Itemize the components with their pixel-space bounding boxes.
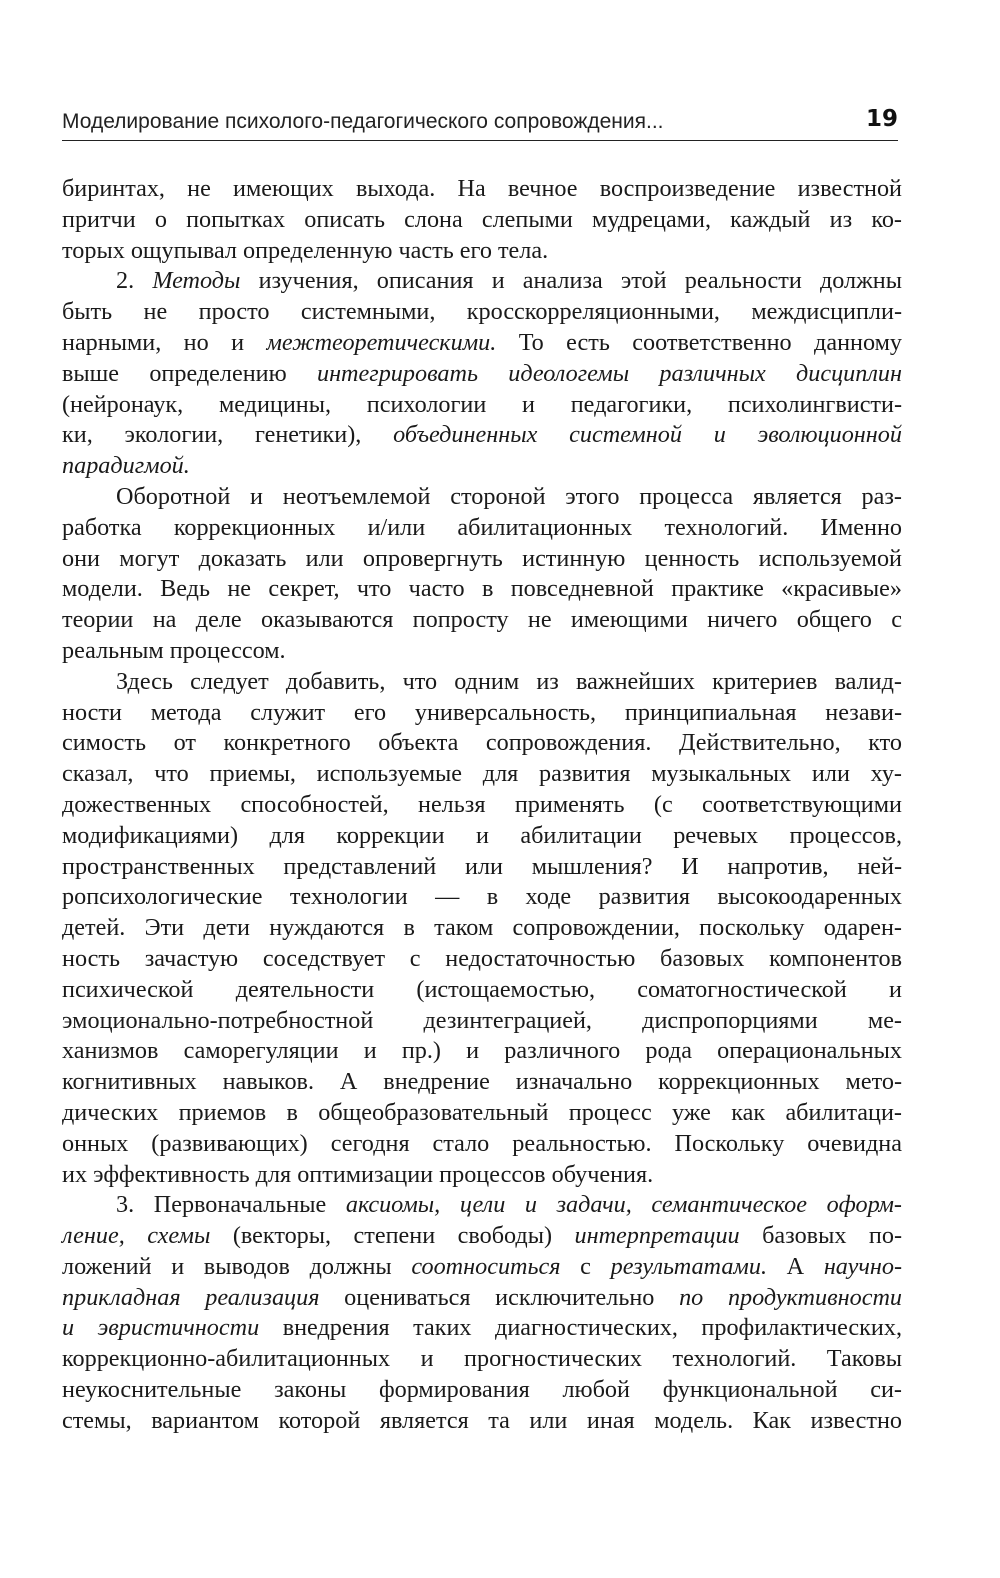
running-title: Моделирование психолого-педагогического сопровождения... bbox=[62, 110, 664, 133]
text-line bbox=[62, 420, 902, 451]
text-line bbox=[62, 882, 902, 913]
text-line bbox=[62, 297, 902, 328]
text-segment: дических приемов в общеобразовательный процесс уже как абилитаци- bbox=[62, 1098, 902, 1126]
italic-text-segment: интегрировать идеологемы различных дисциплин bbox=[316, 359, 902, 387]
text-segment: стемы, вариантом которой является та или иная модель. Как известно bbox=[62, 1406, 902, 1434]
text-segment: детей. Эти дети нуждаются в таком сопровождении, поскольку одарен- bbox=[62, 914, 902, 942]
text-segment: ханизмов саморегуляции и пр.) и различного рода операциональных bbox=[62, 1037, 902, 1065]
text-line bbox=[62, 513, 902, 544]
italic-text-segment: и эвристичности bbox=[62, 1314, 260, 1342]
text-segment: нарными, но и bbox=[62, 328, 267, 356]
text-segment: теории на деле оказываются попросту не имеющими ничего общего с bbox=[62, 606, 902, 634]
text-segment: когнитивных навыков. А внедрение изначально коррекционных мето- bbox=[62, 1068, 902, 1096]
page-number: 19 bbox=[865, 106, 898, 132]
running-header bbox=[62, 100, 898, 141]
text-segment: эмоционально-потребностной дезинтеграцией, диспропорциями ме- bbox=[62, 1006, 902, 1034]
text-line bbox=[62, 852, 902, 883]
text-segment: базовых по- bbox=[739, 1222, 902, 1250]
text-line bbox=[62, 1406, 902, 1437]
text-segment: 3. Первоначальные bbox=[116, 1191, 346, 1219]
text-line bbox=[62, 636, 902, 667]
text-segment: работка коррекционных и/или абилитационных технологий. Именно bbox=[62, 513, 902, 541]
italic-text-segment: интерпретации bbox=[574, 1222, 740, 1250]
text-line bbox=[62, 759, 902, 790]
text-line bbox=[62, 790, 902, 821]
text-line bbox=[62, 913, 902, 944]
text-line bbox=[62, 205, 902, 236]
text-line bbox=[62, 1036, 902, 1067]
text-segment: сказал, что приемы, используемые для развития музыкальных или ху- bbox=[62, 760, 902, 788]
italic-text-segment: прикладная реализация bbox=[62, 1283, 320, 1311]
text-line bbox=[62, 728, 902, 759]
text-segment: они могут доказать или опровергнуть истинную ценность используемой bbox=[62, 544, 902, 572]
text-segment: Здесь следует добавить, что одним из важнейших критериев валид- bbox=[116, 667, 902, 695]
text-line bbox=[62, 698, 902, 729]
text-line bbox=[62, 975, 902, 1006]
text-segment: оцениваться исключительно bbox=[319, 1283, 680, 1311]
text-line bbox=[62, 1252, 902, 1283]
text-segment: Оборотной и неотъемлемой стороной этого процесса является раз- bbox=[116, 482, 902, 510]
body-text bbox=[62, 174, 902, 1437]
text-segment: А bbox=[767, 1252, 824, 1280]
italic-text-segment: результатами. bbox=[610, 1252, 767, 1280]
text-line bbox=[62, 1098, 902, 1129]
text-segment: реальным процессом. bbox=[62, 636, 286, 664]
text-line bbox=[62, 390, 902, 421]
text-line bbox=[62, 1006, 902, 1037]
text-segment: их эффективность для оптимизации процессов обучения. bbox=[62, 1160, 654, 1188]
text-line bbox=[62, 605, 902, 636]
italic-text-segment: ление, схемы bbox=[62, 1222, 211, 1250]
text-line bbox=[62, 328, 902, 359]
text-line bbox=[62, 1375, 902, 1406]
text-line bbox=[62, 574, 902, 605]
text-line bbox=[62, 236, 902, 267]
text-line bbox=[62, 544, 902, 575]
text-line bbox=[62, 359, 902, 390]
text-line bbox=[62, 174, 902, 205]
text-segment: быть не просто системными, кросскорреляционными, междисципли- bbox=[62, 298, 902, 326]
text-segment: ности метода служит его универсальность, принципиальная незави- bbox=[62, 698, 902, 726]
italic-text-segment: аксиомы, цели и задачи, семантическое оформ- bbox=[345, 1191, 902, 1219]
text-segment: внедрения таких диагностических, профилактических, bbox=[259, 1314, 902, 1342]
text-segment: ложений и выводов должны bbox=[62, 1252, 412, 1280]
text-segment: 2. bbox=[116, 267, 153, 295]
italic-text-segment: Методы bbox=[152, 267, 241, 295]
text-line bbox=[62, 1283, 902, 1314]
text-line bbox=[62, 944, 902, 975]
italic-text-segment: межтеоретическими. bbox=[266, 328, 497, 356]
text-segment: психической деятельности (истощаемостью, соматогностической и bbox=[62, 975, 902, 1003]
text-segment: притчи о попытках описать слона слепыми мудрецами, каждый из ко- bbox=[62, 205, 902, 233]
text-line bbox=[62, 1313, 902, 1344]
text-segment: с bbox=[560, 1252, 611, 1280]
text-segment: коррекционно-абилитационных и прогностических технологий. Таковы bbox=[62, 1345, 902, 1373]
text-segment: биринтах, не имеющих выхода. На вечное воспроизведение известной bbox=[62, 175, 902, 202]
text-segment: симость от конкретного объекта сопровождения. Действительно, кто bbox=[62, 729, 902, 757]
text-segment: модели. Ведь не секрет, что часто в повседневной практике «красивые» bbox=[62, 575, 902, 603]
text-segment: выше определению bbox=[62, 359, 317, 387]
text-segment: изучения, описания и анализа этой реальности должны bbox=[240, 267, 903, 295]
text-segment: ропсихологические технологии — в ходе развития высокоодаренных bbox=[62, 883, 902, 911]
text-segment: неукоснительные законы формирования любой функциональной си- bbox=[62, 1376, 902, 1404]
text-line bbox=[62, 451, 902, 482]
text-line bbox=[62, 1344, 902, 1375]
italic-text-segment: по продуктивности bbox=[679, 1283, 903, 1311]
text-segment: пространственных представлений или мышления? И напротив, ней- bbox=[62, 852, 902, 880]
text-segment: онных (развивающих) сегодня стало реальностью. Поскольку очевидна bbox=[62, 1129, 902, 1157]
italic-text-segment: парадигмой. bbox=[62, 452, 190, 480]
text-segment: дожественных способностей, нельзя применять (с соответствующими bbox=[62, 790, 902, 818]
italic-text-segment: соотноситься bbox=[411, 1252, 561, 1280]
text-line bbox=[62, 482, 902, 513]
text-segment: То есть соответственно данному bbox=[496, 328, 903, 356]
italic-text-segment: объединенных системной и эволюционной bbox=[393, 421, 902, 449]
text-line bbox=[62, 1160, 902, 1191]
text-segment: (нейронаук, медицины, психологии и педагогики, психолингвисти- bbox=[62, 390, 902, 418]
text-line bbox=[62, 1190, 902, 1221]
text-line bbox=[62, 266, 902, 297]
text-line bbox=[62, 1067, 902, 1098]
text-line bbox=[62, 667, 902, 698]
text-segment: ность зачастую соседствует с недостаточностью базовых компонентов bbox=[62, 944, 902, 972]
text-segment: модификациями) для коррекции и абилитации речевых процессов, bbox=[62, 821, 902, 849]
text-segment: (векторы, степени свободы) bbox=[210, 1222, 575, 1250]
text-line bbox=[62, 1221, 902, 1252]
text-line bbox=[62, 1129, 902, 1160]
text-line bbox=[62, 821, 902, 852]
text-segment: ки, экологии, генетики), bbox=[62, 421, 394, 449]
italic-text-segment: научно- bbox=[823, 1252, 903, 1280]
text-segment: торых ощупывал определенную часть его тела. bbox=[62, 236, 549, 264]
